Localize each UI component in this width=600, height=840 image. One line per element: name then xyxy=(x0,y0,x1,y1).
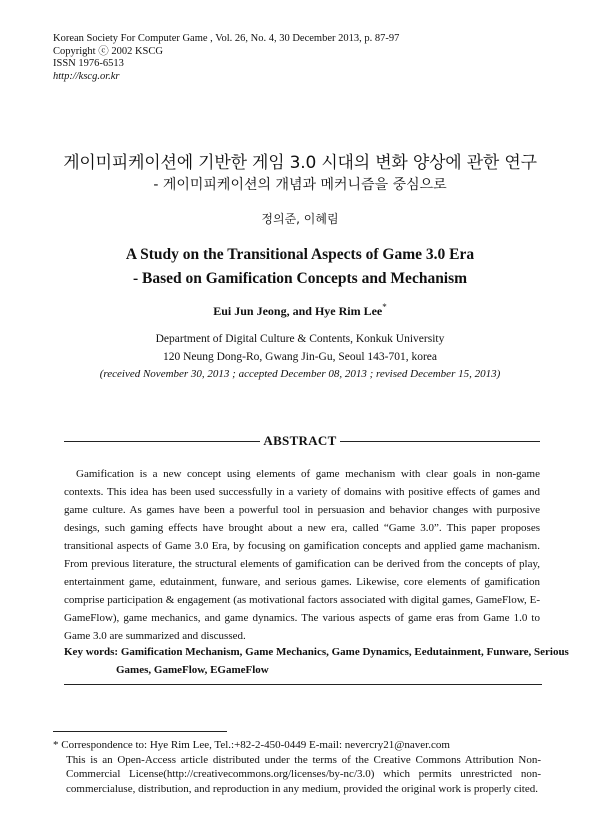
journal-header xyxy=(53,33,399,83)
submission-dates: (received November 30, 2013 ; accepted December 08, 2013 ; revised December 15, 2013) xyxy=(99,368,501,380)
english-title xyxy=(0,243,600,291)
affiliation-line1: Department of Digital Culture & Contents, Konkuk University xyxy=(155,333,445,345)
abstract-text: Gamification is a new concept using elements of game mechanism with clear goals in non-game contexts. This idea has been used successfully in a variety of domains with positive effects of games and game culture. As games have been a powerful tool in persuasion and behavior changes with purposive desings, such gaming effects have brought about a new era, called “Game 3.0”. This paper proposes transitional aspects of Game 3.0 Era, by focusing on gamification concepts and applied game machanism. From previous literature, the structural elements of gamification can be derived from the concepts of play, entertainment game, edutainment, funware, and serious games. Likewise, core elements of gamification comprise participation & engagement (as motivational factors associated with digital games, GameFlow, E-GameFlow), game mechanics, and game dynamics. The various aspects of game eras from Game 1.0 to Game 3.0 are summarized and discussed. xyxy=(64,468,540,642)
korean-title: 게이미피케이션에 기반한 게임 3.0 시대의 변화 양상에 관한 연구 xyxy=(63,153,537,173)
english-title-line1: A Study on the Transitional Aspects of Game 3.0 Era xyxy=(125,246,475,263)
abstract-heading: ABSTRACT xyxy=(263,433,337,448)
keywords xyxy=(64,643,592,679)
issn-line: ISSN 1976-6513 xyxy=(53,58,124,69)
copyright-line: Copyright ⓒ 2002 KSCG xyxy=(53,45,163,57)
footnote xyxy=(53,738,541,796)
affiliation xyxy=(0,331,600,384)
license-note: This is an Open-Access article distributed under the terms of the Creative Commons Attribution Non-Commercial License(http://creativecommons.org/licenses/by-nc/3.0) which permits unrestricted non-commercialuse, distribution, and reproduction in any medium, provided the original work is properly cited. xyxy=(66,753,541,795)
journal-line: Korean Society For Computer Game , Vol. 26, No. 4, 30 December 2013, p. 87-97 xyxy=(53,33,400,44)
english-authors xyxy=(0,302,600,319)
english-authors-names: Eui Jun Jeong, and Hye Rim Lee xyxy=(213,304,383,318)
author-mark: * xyxy=(382,302,387,312)
abstract-rule-right xyxy=(340,441,540,442)
korean-subtitle: - 게이미피케이션의 개념과 메커니즘을 중심으로 xyxy=(153,177,447,193)
correspondence-note: * Correspondence to: Hye Rim Lee, Tel.:+82-2-450-0449 E-mail: nevercry21@naver.com xyxy=(53,739,450,751)
english-title-line2: - Based on Gamification Concepts and Mechanism xyxy=(132,270,468,287)
footnote-rule xyxy=(53,731,227,732)
affiliation-line2: 120 Neung Dong-Ro, Gwang Jin-Gu, Seoul 143-701, korea xyxy=(162,350,438,363)
journal-url[interactable]: http://kscg.or.kr xyxy=(53,70,120,82)
korean-authors: 정의준, 이혜림 xyxy=(261,212,339,226)
keywords-label: Key words: xyxy=(64,646,119,658)
abstract-bottom-rule xyxy=(64,684,542,685)
keywords-text: Gamification Mechanism, Game Mechanics, Game Dynamics, Eedutainment, Funware, Serious Games, GameFlow, EGameFlow xyxy=(116,646,569,676)
